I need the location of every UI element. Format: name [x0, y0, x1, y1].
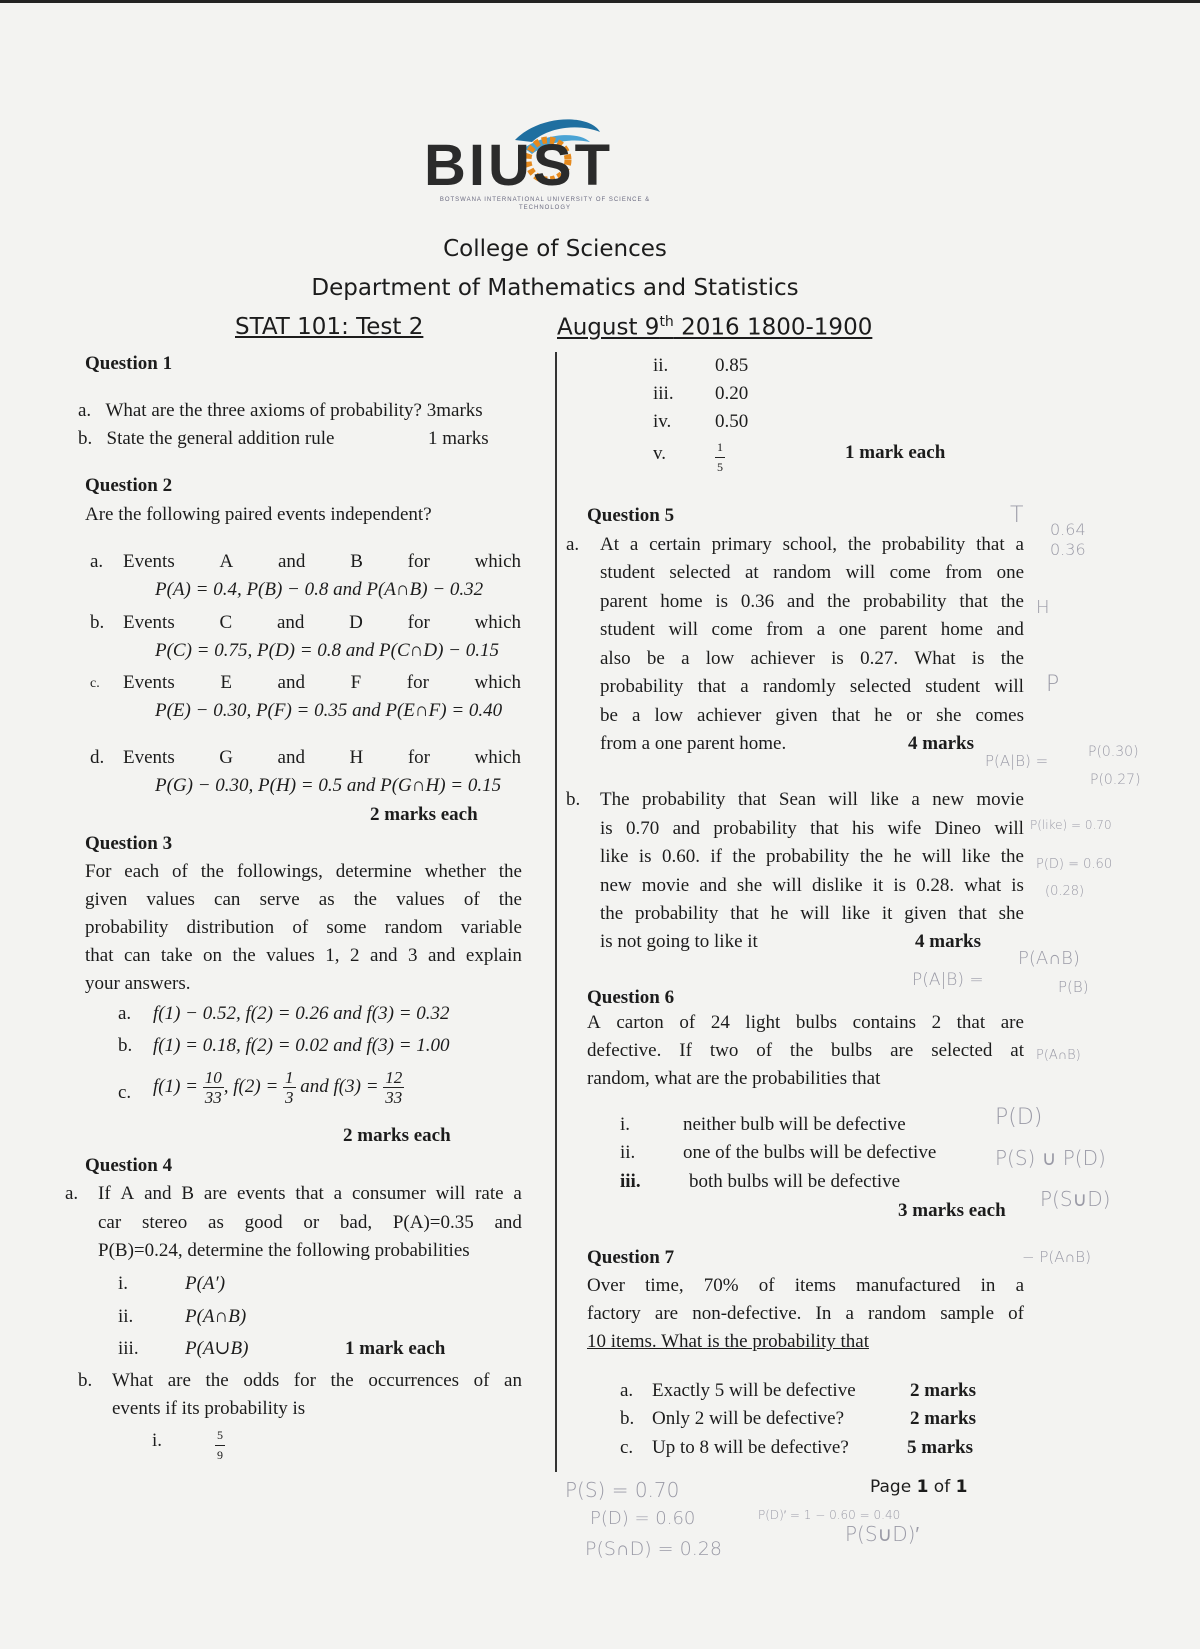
- q5-a-label: a.: [566, 534, 580, 555]
- hand-note: P(S∩D) = 0.28: [585, 1538, 722, 1560]
- q4-b-label: b.: [78, 1370, 93, 1391]
- q6-marks: 3 marks each: [898, 1200, 1006, 1221]
- q4-a-label: a.: [65, 1183, 79, 1204]
- q4-odds-i-value: $\frac{5}{9}$: [217, 1428, 223, 1462]
- q5-a-line-3: parent home is 0.36 and the probability that the: [600, 591, 1024, 612]
- q6-ii-text: one of the bulbs will be defective: [683, 1142, 937, 1163]
- q3-line-1: For each of the followings, determine whether the: [85, 861, 522, 882]
- q3-line-2: given values can serve as the values of the: [85, 889, 522, 910]
- logo-subtitle: BOTSWANA INTERNATIONAL UNIVERSITY OF SCIENCE & TECHNOLOGY: [439, 197, 651, 211]
- q2-b-label: b.: [90, 612, 105, 633]
- hand-note: P(A|B) =: [912, 970, 984, 990]
- q4-a-line-3: P(B)=0.24, determine the following probabilities: [98, 1240, 470, 1261]
- hand-note: P(0.30): [1088, 744, 1139, 760]
- q5-a-line-2: student selected at random will come from one: [600, 562, 1024, 583]
- q7-line-3: 10 items. What is the probability that: [587, 1331, 869, 1352]
- q5-a-marks: 4 marks: [908, 733, 974, 754]
- q4-odds-v-value: $\frac{1}{5}$: [717, 440, 723, 474]
- hand-note: P(S∪D): [1040, 1187, 1111, 1211]
- q4-sub-ii-expr: P(A∩B): [185, 1306, 247, 1327]
- q4-odds-i-label: i.: [152, 1430, 163, 1451]
- q7-a-text: Exactly 5 will be defective: [652, 1380, 856, 1401]
- q3-a-label: a.: [118, 1003, 132, 1024]
- hand-note: P(S) = 0.70: [565, 1478, 680, 1502]
- q6-ii-label: ii.: [620, 1142, 636, 1163]
- q2-title: Question 2: [85, 475, 173, 496]
- q6-iii-text: both bulbs will be defective: [689, 1171, 901, 1192]
- q7-title: Question 7: [587, 1247, 675, 1268]
- q5-a-line-6: probability that a randomly selected student will: [600, 676, 1024, 697]
- q7-c-text: Up to 8 will be defective?: [652, 1437, 849, 1458]
- q1-a: a. What are the three axioms of probability? 3marks: [78, 400, 483, 421]
- hand-note: P(S∪D)′: [845, 1522, 920, 1546]
- q6-line-2: defective. If two of the bulbs are selected at: [587, 1040, 1024, 1061]
- q4-b-line-2: events if its probability is: [112, 1398, 306, 1419]
- q1-b: b. State the general addition rule: [78, 428, 335, 449]
- q4-odds-ii-value: 0.85: [715, 355, 749, 376]
- q6-i-label: i.: [620, 1114, 631, 1135]
- q3-b-label: b.: [118, 1035, 133, 1056]
- hand-note: P(S) ∪ P(D): [995, 1146, 1106, 1170]
- q4-odds-marks: 1 mark each: [845, 442, 946, 463]
- hand-note: P(D) = 0.60: [590, 1508, 696, 1529]
- q4-a-line-1: If A and B are events that a consumer will rate a: [98, 1183, 522, 1204]
- q4-odds-iii-label: iii.: [653, 383, 674, 404]
- q4-sub-iii-label: iii.: [118, 1338, 139, 1359]
- q4-odds-ii-label: ii.: [653, 355, 669, 376]
- q6-i-text: neither bulb will be defective: [683, 1114, 906, 1135]
- q6-line-1: A carton of 24 light bulbs contains 2 that are: [587, 1012, 1024, 1033]
- q4-sub-ii-label: ii.: [118, 1306, 134, 1327]
- fraction-10-33: $\frac{10}{33}$: [204, 1068, 222, 1107]
- q2-c-line: Events E and F for which: [123, 672, 521, 693]
- q2-a-label: a.: [90, 551, 104, 572]
- q2-b-line: Events C and D for which: [123, 612, 521, 633]
- q3-b-expr: f(1) = 0.18, f(2) = 0.02 and f(3) = 1.00: [153, 1035, 450, 1056]
- q4-odds-iv-value: 0.50: [715, 411, 749, 432]
- q3-title: Question 3: [85, 833, 173, 854]
- q7-line-1: Over time, 70% of items manufactured in a: [587, 1275, 1024, 1296]
- q5-b-line-6: is not going to like it: [600, 931, 758, 952]
- q4-title: Question 4: [85, 1155, 173, 1176]
- q5-b-line-2: is 0.70 and probability that his wife Dineo will: [600, 818, 1024, 839]
- q3-a-expr: f(1) − 0.52, f(2) = 0.26 and f(3) = 0.32: [153, 1003, 450, 1024]
- page-footer: Page 1 of 1: [870, 1477, 968, 1497]
- q5-b-line-1: The probability that Sean will like a new movie: [600, 789, 1024, 810]
- q7-c-label: c.: [620, 1437, 634, 1458]
- hand-note: P(D)′ = 1 − 0.60 = 0.40: [758, 1508, 901, 1522]
- q7-a-marks: 2 marks: [910, 1380, 976, 1401]
- q2-c-expr: P(E) − 0.30, P(F) = 0.35 and P(E∩F) = 0.40: [155, 700, 503, 721]
- page-top-edge: [0, 0, 1200, 3]
- q4-odds-v-label: v.: [653, 443, 667, 464]
- q5-a-line-8: from a one parent home.: [600, 733, 787, 754]
- hand-note: 0.64: [1050, 520, 1086, 539]
- hand-note: T: [1010, 503, 1024, 528]
- q1-b-marks: 1 marks: [428, 428, 489, 449]
- q2-d-expr: P(G) − 0.30, P(H) = 0.5 and P(G∩H) = 0.15: [155, 775, 502, 796]
- hand-note: P: [1046, 672, 1060, 697]
- q2-a-expr: P(A) = 0.4, P(B) − 0.8 and P(A∩B) − 0.32: [155, 579, 484, 600]
- college-title: College of Sciences: [443, 236, 667, 262]
- q5-b-line-3: like is 0.60. if the probability the he will like the: [600, 846, 1024, 867]
- q5-title: Question 5: [587, 505, 675, 526]
- test-date: August 9th 2016 1800-1900: [557, 314, 873, 341]
- q3-c-expr: f(1) = $\frac{10}{33}$ , f(2) = $\frac{1}{3}$ and f(3) = $\frac{12}{33}$: [153, 1068, 403, 1107]
- q4-sub-i-label: i.: [118, 1273, 129, 1294]
- hand-note: P(A|B) =: [985, 752, 1049, 770]
- q3-line-4: that can take on the values 1, 2 and 3 and explain: [85, 945, 522, 966]
- q7-c-marks: 5 marks: [907, 1437, 973, 1458]
- q5-b-line-5: the probability that he will like it given that she: [600, 903, 1024, 924]
- q3-line-3: probability distribution of some random variable: [85, 917, 522, 938]
- column-divider: [555, 352, 557, 1472]
- q4-sub-i-expr: P(A′): [185, 1273, 226, 1294]
- q7-b-marks: 2 marks: [910, 1408, 976, 1429]
- q5-a-line-1: At a certain primary school, the probability that a: [600, 534, 1024, 555]
- q5-a-line-4: student will come from a one parent home and: [600, 619, 1024, 640]
- q7-a-label: a.: [620, 1380, 634, 1401]
- q3-marks: 2 marks each: [343, 1125, 451, 1146]
- q2-a-line: Events A and B for which: [123, 551, 521, 572]
- q2-d-line: Events G and H for which: [123, 747, 521, 768]
- hand-note: (0.28): [1045, 884, 1085, 899]
- hand-note: P(like) = 0.70: [1030, 818, 1112, 832]
- q2-d-label: d.: [90, 747, 105, 768]
- q6-line-3: random, what are the probabilities that: [587, 1068, 881, 1089]
- hand-note: − P(A∩B): [1022, 1248, 1091, 1266]
- q6-title: Question 6: [587, 987, 675, 1008]
- q5-b-label: b.: [566, 789, 581, 810]
- q7-b-text: Only 2 will be defective?: [652, 1408, 845, 1429]
- q2-marks: 2 marks each: [370, 804, 478, 825]
- q4-sub-marks: 1 mark each: [345, 1338, 446, 1359]
- q3-c-label: c.: [118, 1082, 132, 1103]
- q2-b-expr: P(C) = 0.75, P(D) = 0.8 and P(C∩D) − 0.15: [155, 640, 500, 661]
- q4-a-line-2: car stereo as good or bad, P(A)=0.35 and: [98, 1212, 522, 1233]
- q6-iii-label: iii.: [620, 1171, 641, 1192]
- hand-note: P(A∩B): [1036, 1048, 1081, 1063]
- q4-odds-iii-value: 0.20: [715, 383, 749, 404]
- q4-sub-iii-expr: P(A∪B): [185, 1338, 249, 1359]
- hand-note: P(0.27): [1090, 772, 1141, 788]
- hand-note: H: [1036, 597, 1050, 618]
- q1-title: Question 1: [85, 353, 173, 374]
- q5-a-line-5: also be a low achiever is 0.27. What is the: [600, 648, 1024, 669]
- q4-b-line-1: What are the odds for the occurrences of an: [112, 1370, 522, 1391]
- q7-b-label: b.: [620, 1408, 635, 1429]
- logo-wordmark: BIUST: [424, 133, 613, 198]
- department-title: Department of Mathematics and Statistics: [311, 275, 799, 301]
- hand-note: P(D) = 0.60: [1036, 857, 1113, 872]
- q3-line-5: your answers.: [85, 973, 191, 994]
- course-title: STAT 101: Test 2: [235, 314, 424, 340]
- fraction-12-33: $\frac{12}{33}$: [385, 1068, 403, 1107]
- q5-a-line-7: be a low achiever given that he or she comes: [600, 705, 1024, 726]
- hand-note: P(D): [995, 1105, 1043, 1130]
- hand-note: 0.36: [1050, 540, 1086, 559]
- hand-note: P(B): [1058, 978, 1089, 996]
- q4-odds-iv-label: iv.: [653, 411, 672, 432]
- q2-intro: Are the following paired events independent?: [85, 504, 432, 525]
- q2-c-label: c.: [90, 676, 100, 691]
- fraction-1-3: $\frac{1}{3}$: [285, 1068, 294, 1107]
- q5-b-line-4: new movie and she will dislike it is 0.28. what is: [600, 875, 1024, 896]
- hand-note: P(A∩B): [1018, 948, 1080, 969]
- q5-b-marks: 4 marks: [915, 931, 981, 952]
- q7-line-2: factory are non-defective. In a random sample of: [587, 1303, 1024, 1324]
